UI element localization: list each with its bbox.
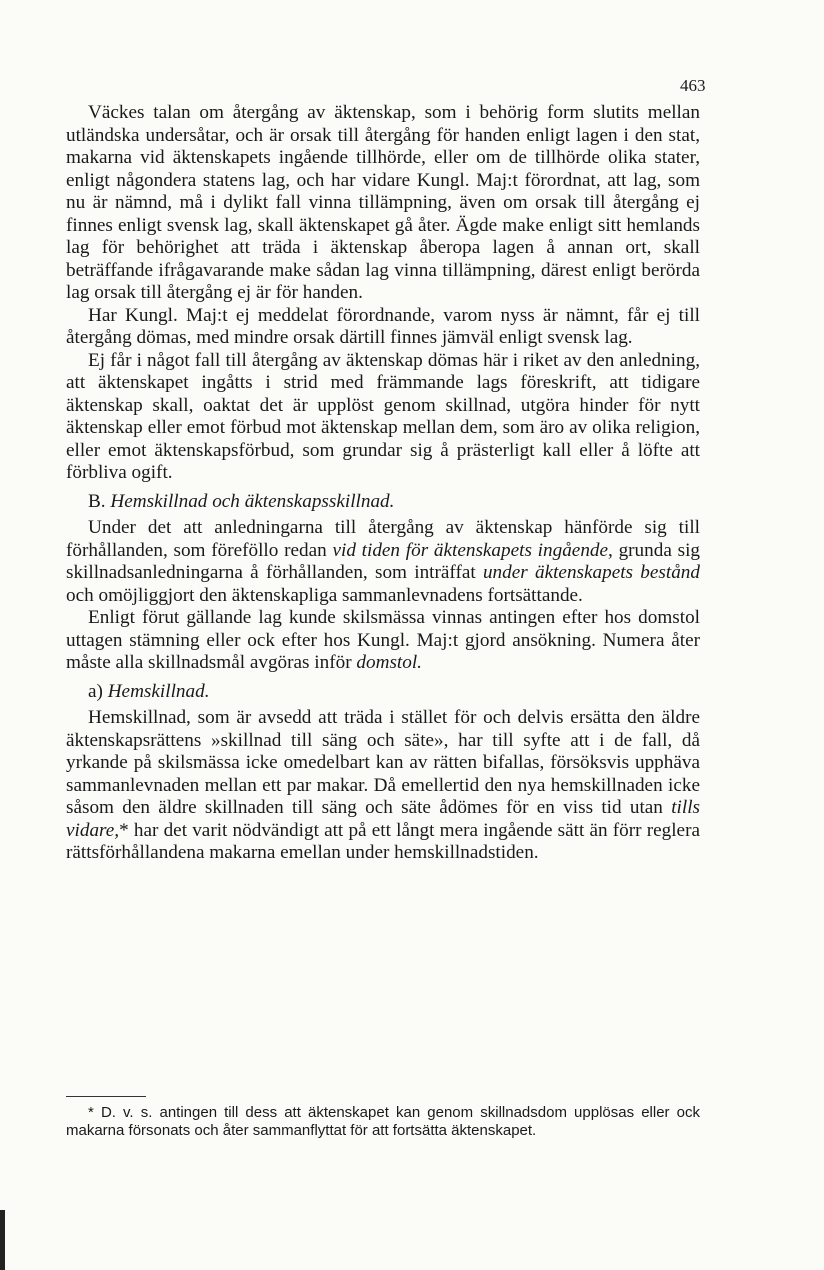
paragraph-3: Ej får i något fall till återgång av äktenskap dömas här i riket av den anledning, att äktenskapet ingåtts i strid med främmande lags föreskrift, att tidigare äktenskap skall, oaktat det är upplöst genom skillnad, utgöra hinder för nytt äktenskap eller emot förbud mot äktenskap mellan dem, som äro av olika religion, eller emot äktenskapsförbud, som grundar sig å prästerligt kall eller å löfte att förbliva ogift. xyxy=(66,349,700,483)
section-heading-b xyxy=(88,491,700,514)
text-run: Hemskillnad, som är avsedd att träda i stället för och delvis ersätta den äldre äktenskapsrättens »skillnad till säng och säte», har till syfte att i de fall, då yrkande på skilsmässa icke omedelbart kan av rätten bifallas, försöksvis upphäva sammanlevnaden mellan ett par makar. Då emellertid den nya hemskillnaden icke såsom den äldre skillnaden till säng och säte ådömes för en viss tid utan xyxy=(66,707,700,818)
text-run: Under det att anledningarna till återgång av äktenskap hänförde sig till förhållanden, som föreföllo redan xyxy=(66,517,700,561)
italic-run: under äktenskapets bestånd xyxy=(482,562,700,583)
subsection-heading-a xyxy=(88,681,700,704)
italic-run: vid tiden för äktenskapets ingående, xyxy=(332,539,613,561)
paragraph-5 xyxy=(66,607,700,675)
text-run: och omöjliggjort den äktenskapliga sammanlevnadens fortsättande. xyxy=(66,584,583,606)
section-label: B. xyxy=(88,490,106,512)
main-text xyxy=(66,102,700,865)
text-run: Enligt förut gällande lag kunde skilsmässa vinnas antingen efter hos domstol uttagen stämning eller ock efter hos Kungl. Maj:t gjord ansökning. Numera åter måste alla skillnadsmål avgöras inför xyxy=(66,607,700,673)
footnote-divider xyxy=(66,1096,146,1097)
page-edge-mark xyxy=(0,1210,5,1270)
italic-run: domstol. xyxy=(356,652,422,673)
paragraph-6 xyxy=(66,707,700,865)
text-run: grunda sig skillnadsanledningarna å förhållanden, som inträffat xyxy=(66,539,700,583)
section-title: Hemskillnad och äktenskapsskillnad. xyxy=(110,490,395,512)
paragraph-1: Väckes talan om återgång av äktenskap, som i behörig form slutits mellan utländska undersåtar, och är orsak till återgång för handen enligt lagen i den stat, makarna vid äktenskapets ingående tillhörde, eller om de tillhörde olika stater, enligt någondera statens lag, och har vidare Kungl. Maj:t förordnat, att lag, som nu är nämnd, må i dylikt fall vinna tillämpning, även om orsak till återgång ej finnes enligt svensk lag, skall äktenskapet gå åter. Ägde make enligt sitt hemlands lag för behörighet att träda i äktenskap åberopa lagen å annan ort, skall beträffande ifrågavarande make sådan lag vinna tillämpning, därest enligt berörda lag orsak till återgång ej är för handen. xyxy=(66,102,700,303)
page-number: 463 xyxy=(680,76,706,95)
paragraph-2: Har Kungl. Maj:t ej meddelat förordnande, varom nyss är nämnt, får ej till återgång dömas, med mindre orsak därtill finnes jämväl enligt svensk lag. xyxy=(66,304,700,348)
footnote: * D. v. s. antingen till dess att äktenskapet kan genom skillnadsdom upplösas eller ock makarna försonats och åter sammanflyttat för att fortsätta äktenskapet. xyxy=(66,1104,700,1139)
text-run: * har det varit nödvändigt att på ett långt mera ingående sätt än förr reglera rättsförhållandena makarna emellan under hemskillnadstiden. xyxy=(66,819,700,863)
paragraph-4 xyxy=(66,517,700,607)
subsection-label: a) xyxy=(88,680,103,702)
subsection-title: Hemskillnad. xyxy=(107,680,210,702)
italic-run: tills vidare, xyxy=(66,797,700,841)
